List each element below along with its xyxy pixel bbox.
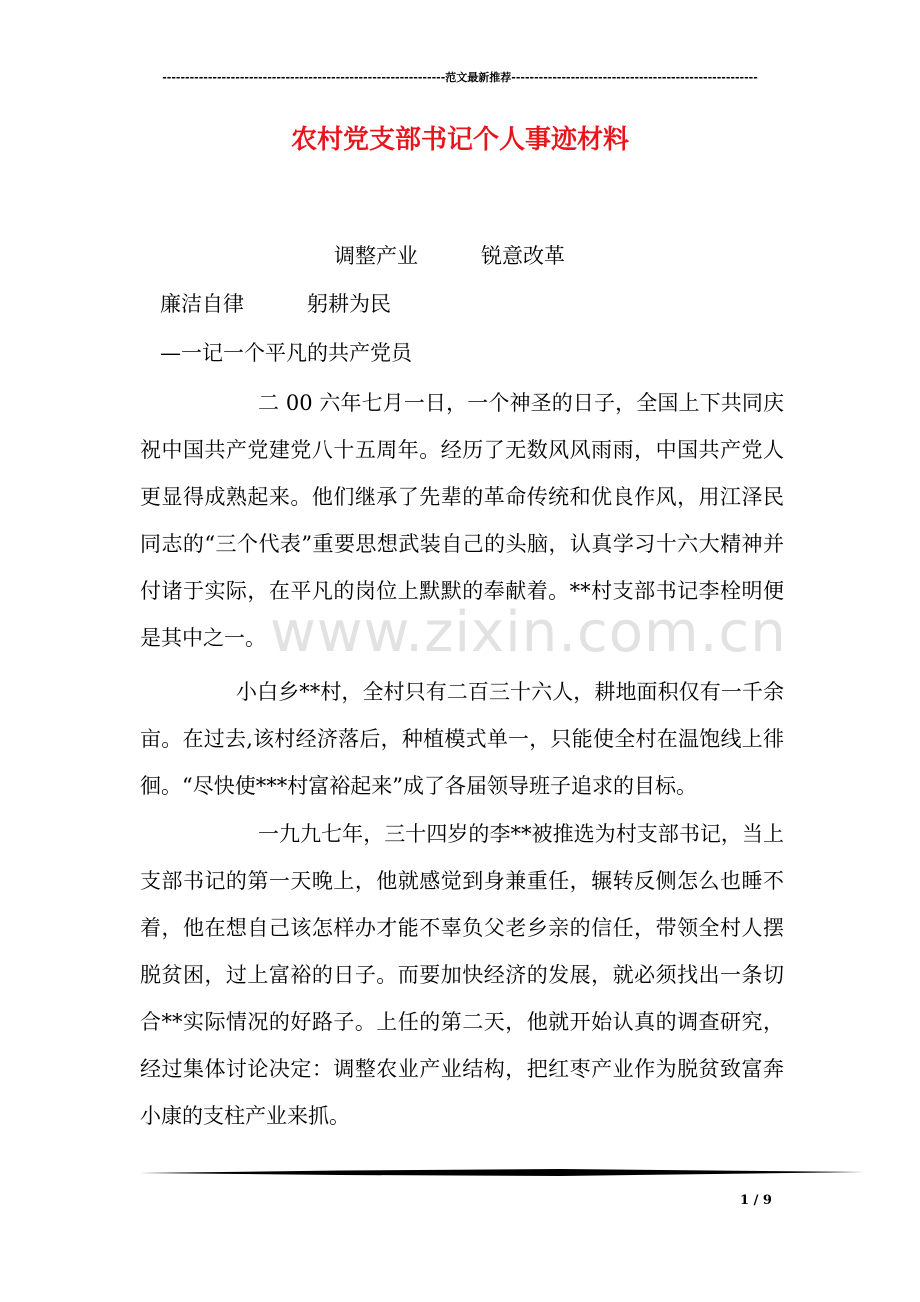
- subtitle-line-3: —一记一个平凡的共产党员: [160, 341, 412, 365]
- paragraph-2: 小白乡**村，全村只有二百三十六人，耕地面积仅有一千余亩。在过去,该村经济落后，种植模式单一，只能使全村在温饱线上徘徊。“尽快使***村富裕起来”成了各届领导班子追求的目标。: [140, 680, 784, 798]
- footer-rule: [140, 1167, 864, 1179]
- subtitle-line-2: 廉洁自律 躬耕为民: [160, 292, 391, 316]
- paragraph-3: 一九九七年，三十四岁的李**被推选为村支部书记，当上支部书记的第一天晚上，他就感觉到身兼重任，辗转反侧怎么也睡不着，他在想自己该怎样办才能不辜负父老乡亲的信任，带领全村人摆脱贫困，过上富裕的日子。而要加快经济的发展，就必须找出一条切合**实际情况的好路子。上任的第二天，他就开始认真的调查研究，经过集体讨论决定：调整农业产业结构，把红枣产业作为脱贫致富奔小康的支柱产业来抓。: [140, 822, 784, 1128]
- watermark: www.zixin.com.cn: [270, 600, 787, 665]
- subtitle-line-1: 调整产业 锐意改革: [334, 244, 565, 268]
- page-header: --------------------------------------------------------------范文最新推荐------------------------------------------------------: [162, 71, 758, 84]
- document-title: 农村党支部书记个人事迹材料: [290, 125, 629, 155]
- page-number: 1 / 9: [740, 1193, 772, 1208]
- paragraph-1: 二 00 六年七月一日，一个神圣的日子，全国上下共同庆祝中国共产党建党八十五周年。经历了无数风风雨雨，中国共产党人更显得成熟起来。他们继承了先辈的革命传统和优良作风，用江泽民同志的“三个代表”重要思想武装自己的头脑，认真学习十六大精神并付诸于实际，在平凡的岗位上默默的奉献着。**村支部书记李栓明便是其中之一。: [140, 391, 784, 650]
